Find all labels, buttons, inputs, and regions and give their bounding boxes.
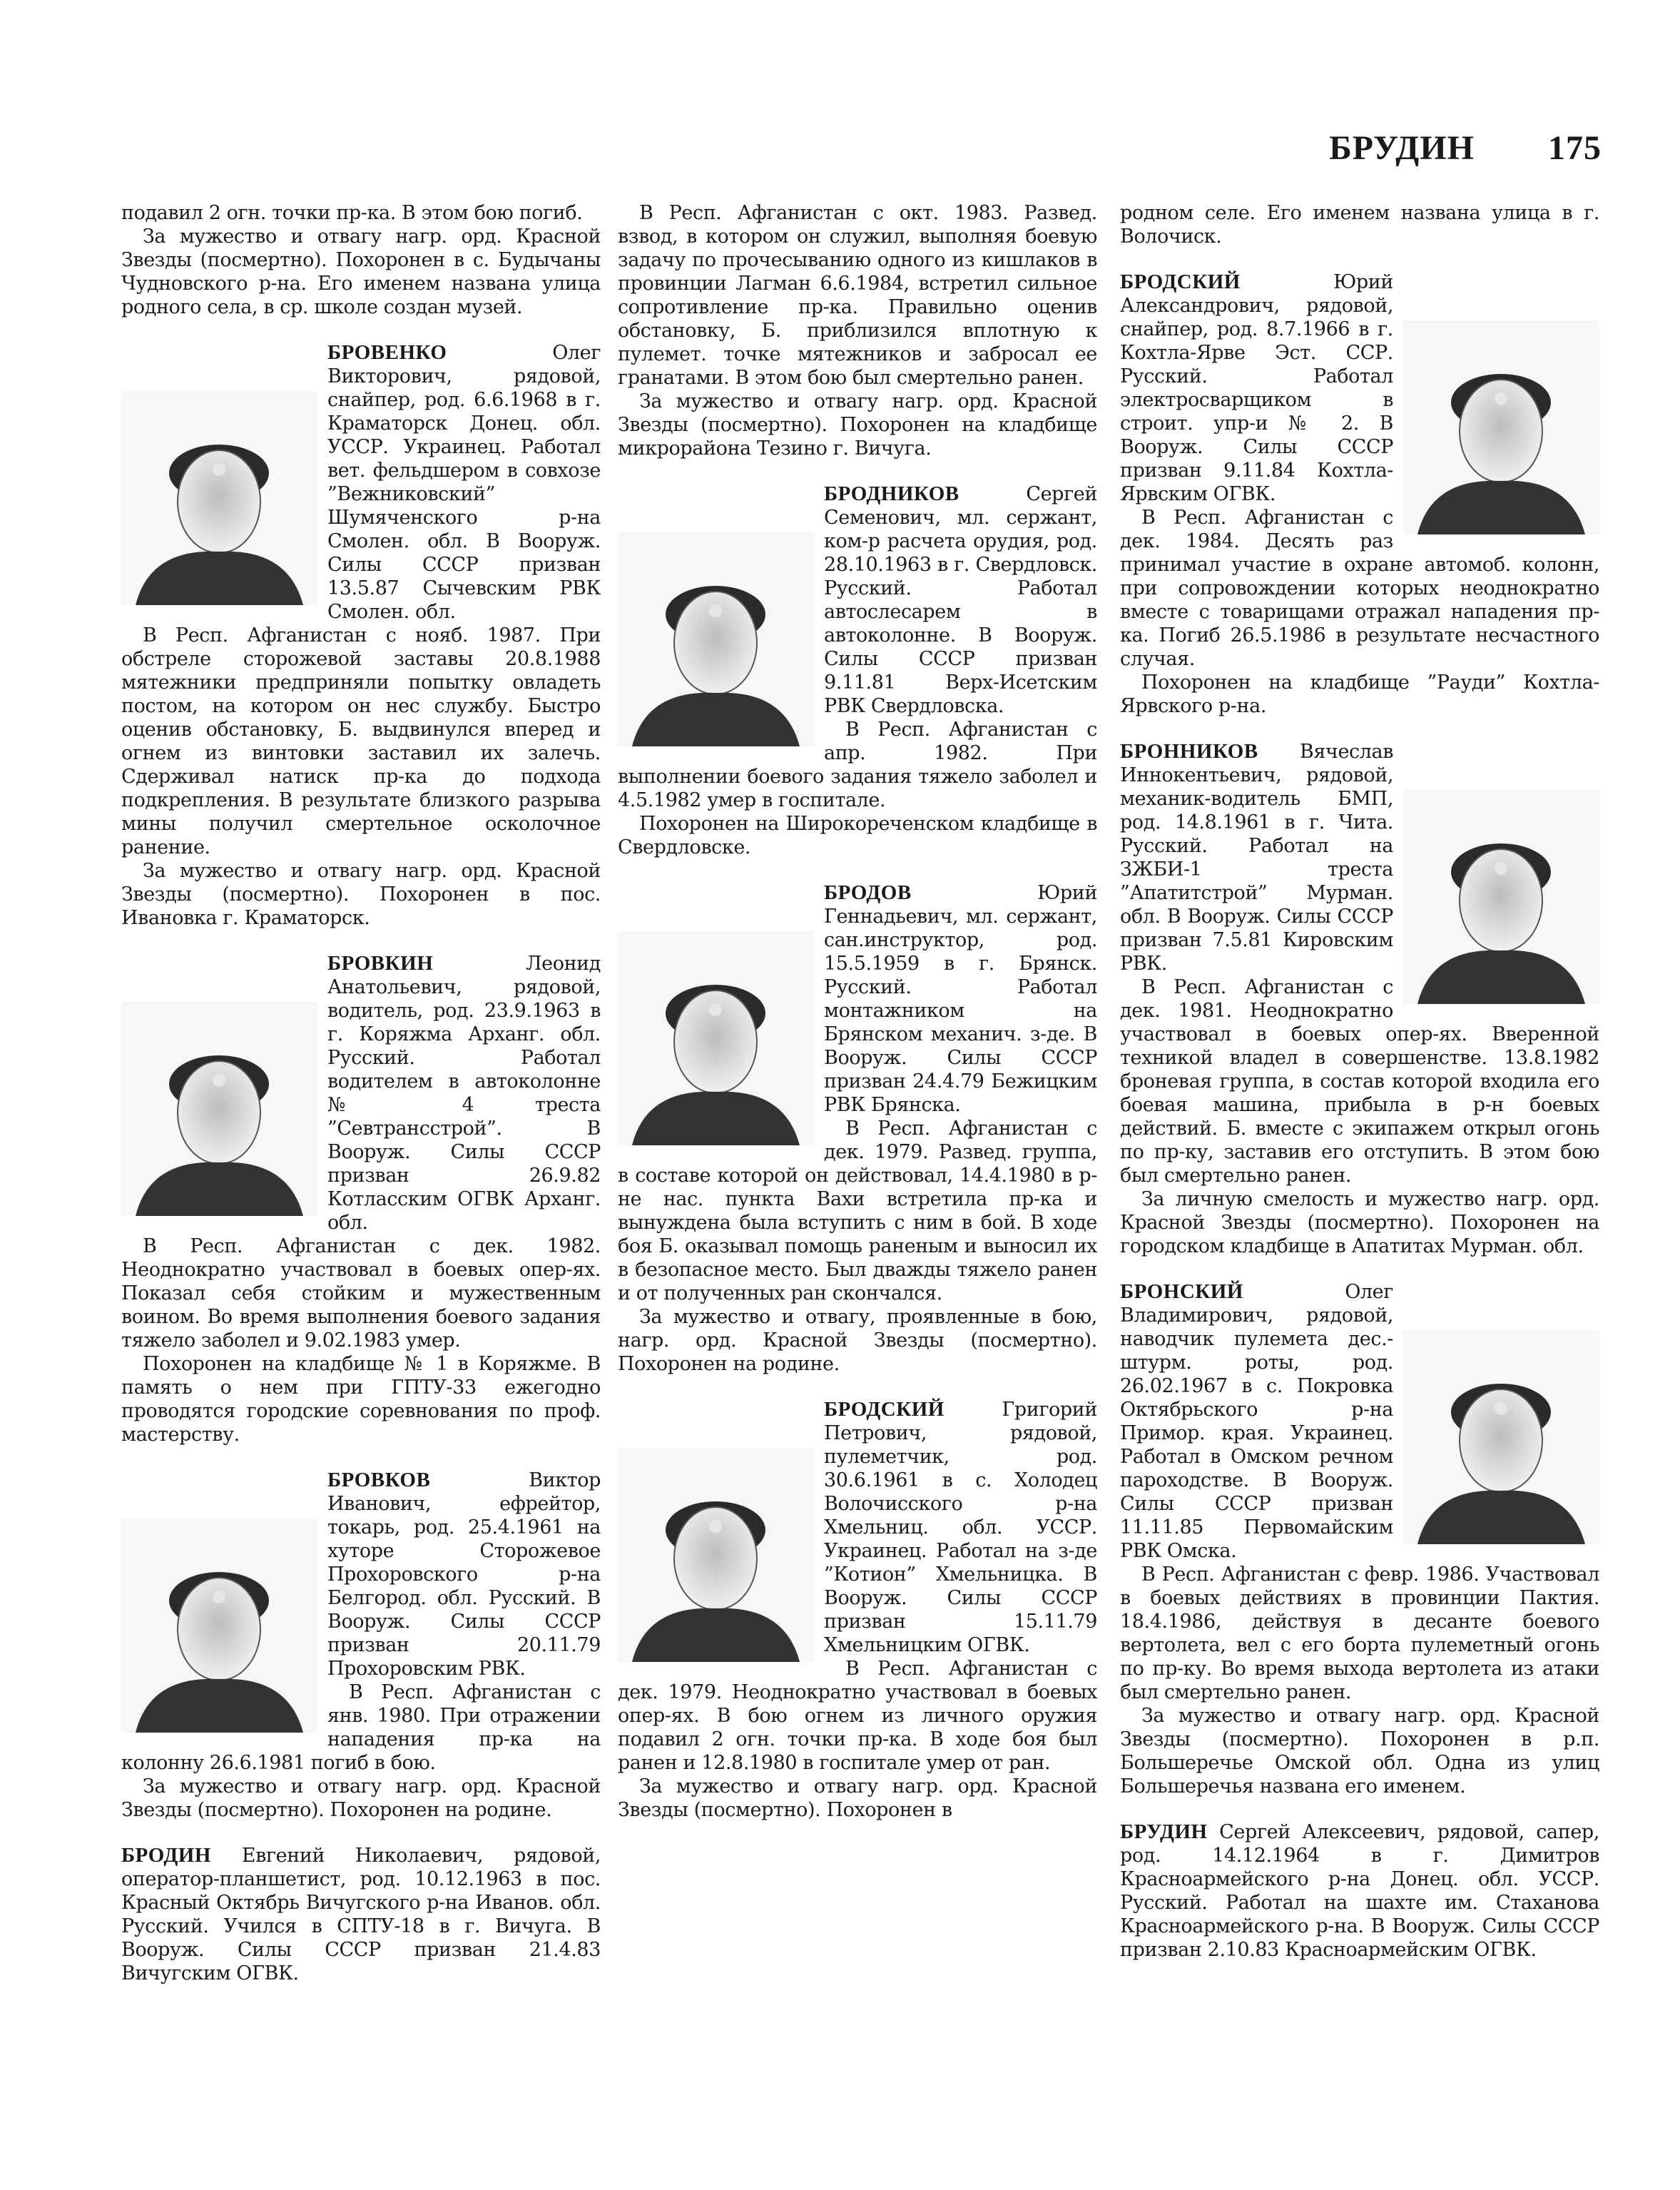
entry-lead-text: Григорий Петрович, рядовой, пулеметчик, род. 30.6.1961 в с. Холодец Волочисского р-на Хмельниц. обл. УССР. Украинец. Работал на з-де ”Котион” Хмельницка. В Вооруж. Силы СССР призван 15.11.79 Хмельницким ОГВК. — [824, 1399, 1097, 1656]
continuation-text — [121, 201, 601, 319]
portrait-photo — [121, 1002, 317, 1216]
entry-surname: БРОДОВ — [824, 881, 912, 904]
continuation-paragraph: В Респ. Афганистан с окт. 1983. Развед. взвод, в котором он служил, выполняя боевую задачу по прочесыванию одного из кишлаков в провинции Лагман 6.6.1984, встретил сильное сопротивление пр-ка. Правильно оценив обстановку, Б. приблизился вплотную к пулемет. точке мятежников и забросал ее гранатами. В этом бою был смертельно ранен. — [618, 202, 1097, 389]
entry-brodnikov — [618, 482, 1097, 859]
portrait-photo — [1403, 1330, 1599, 1544]
entry-surname: БРОДСКИЙ — [1120, 270, 1241, 293]
entry-paragraph: В Респ. Афганистан с янв. 1980. При отражении нападения пр-ка на колонну 26.6.1981 погиб в бою. — [121, 1681, 601, 1774]
entry-bronskiy — [1120, 1280, 1599, 1798]
entry-surname: БРОВЕНКО — [327, 341, 447, 364]
entry-brudin — [1120, 1820, 1599, 1962]
page-number: 175 — [1548, 129, 1602, 167]
entry-brodov — [618, 881, 1097, 1376]
entry-brodskiy-yuriy — [1120, 270, 1599, 718]
entry-bronnikov — [1120, 740, 1599, 1258]
continuation-text — [618, 201, 1097, 460]
portrait-photo — [618, 1448, 814, 1662]
entry-lead-text: Юрий Александрович, рядовой, снайпер, род. 8.7.1966 в г. Кохтла-Ярве Эст. ССР. Русский. Работал электросварщиком в строит. упр-и № 2. В Вооруж. Силы СССР призван 9.11.84 Кохтла-Ярвским ОГВК. — [1120, 271, 1393, 505]
entry-paragraph: За мужество и отвагу нагр. орд. Красной Звезды (посмертно). Похоронен в р.п. Большеречье Омской обл. Одна из улиц Большеречья названа его именем. — [1120, 1705, 1599, 1798]
entry-paragraph: В Респ. Афганистан с дек. 1979. Неоднократно участвовал в боевых опер-ях. В бою огнем из личного оружия подавил 2 огн. точки пр-ка. В ходе боя был ранен и 12.8.1980 в госпитале умер от ран. — [618, 1658, 1097, 1774]
continuation-paragraph: За мужество и отвагу нагр. орд. Красной Звезды (посмертно). Похоронен в с. Будычаны Чудновского р-на. Его именем названа улица родного села, в ср. школе создан музей. — [121, 225, 601, 318]
entry-lead-text: Виктор Иванович, ефрейтор, токарь, род. 25.4.1961 на хуторе Сторожевое Прохоровского р-на Белгород. обл. Русский. В Вооруж. Силы СССР призван 20.11.79 Прохоровским РВК. — [327, 1469, 601, 1680]
continuation-paragraph: подавил 2 огн. точки пр-ка. В этом бою погиб. — [121, 202, 583, 224]
entry-lead-text: Евгений Николаевич, рядовой, оператор-планшетист, род. 10.12.1963 в пос. Красный Октябрь Вичугского р-на Иванов. обл. Русский. Учился в СПТУ-18 в г. Вичуга. В Вооруж. Силы СССР призван 21.4.83 Вичугским ОГВК. — [121, 1845, 601, 1984]
entry-surname: БРУДИН — [1120, 1820, 1208, 1843]
portrait-photo — [618, 532, 814, 746]
entry-lead — [121, 1844, 601, 1985]
entry-paragraph: За мужество и отвагу нагр. орд. Красной Звезды (посмертно). Похоронен на родине. — [121, 1775, 601, 1821]
entry-paragraph: В Респ. Афганистан с дек. 1979. Развед. группа, в составе которой он действовал, 14.4.1980 в р-не нас. пункта Вахи встретила пр-ка и вынуждена была вступить с ним в бой. В ходе боя Б. оказывал помощь раненым и выносил их в безопасное место. Был дважды тяжело ранен и от полученных ран скончался. — [618, 1117, 1097, 1304]
entry-paragraph: В Респ. Афганистан с дек. 1982. Неоднократно участвовал в боевых опер-ях. Показал себя стойким и мужественным воином. Во время выполнения боевого задания тяжело заболел и 9.02.1983 умер. — [121, 1235, 601, 1352]
continuation-text — [1120, 201, 1599, 248]
entry-brodin — [121, 1844, 601, 1985]
entry-brovenko — [121, 341, 601, 930]
portrait-photo — [121, 1519, 317, 1733]
entry-paragraph: В Респ. Афганистан с дек. 1984. Десять раз принимал участие в охране автомоб. колонн, при сопровождении которых неоднократно вместе с товарищами отражал нападения пр-ка. Погиб 26.5.1986 в результате несчастного случая. — [1120, 507, 1599, 670]
running-head — [1329, 128, 1602, 168]
entry-paragraph: Похоронен на кладбище ”Рауди” Кохтла-Ярвского р-на. — [1120, 671, 1599, 717]
entry-lead-text: Леонид Анатольевич, рядовой, водитель, род. 23.9.1963 в г. Коряжма Арханг. обл. Русский. Работал водителем в автоколонне № 4 треста ”Севтрансстрой”. В Вооруж. Силы СССР призван 26.9.82 Котласским ОГВК Арханг. обл. — [327, 953, 601, 1234]
entry-paragraph: В Респ. Афганистан с февр. 1986. Участвовал в боевых действиях в провинции Пактия. 18.4.1986, действуя в десанте боевого вертолета, вел с его борта пулеметный огонь по пр-ку. Во время выхода вертолета из атаки был смертельно ранен. — [1120, 1563, 1599, 1703]
entry-lead-text: Юрий Геннадьевич, мл. сержант, сан.инструктор, род. 15.5.1959 в г. Брянск. Русский. Работал монтажником на Брянском механич. з-де. В Вооруж. Силы СССР призван 24.4.79 Бежицким РВК Брянска. — [824, 882, 1097, 1116]
entry-paragraph: Похоронен на кладбище № 1 в Коряжме. В память о нем при ГПТУ-33 ежегодно проводятся городские соревнования по проф. мастерству. — [121, 1353, 601, 1446]
entry-lead-text: Олег Викторович, рядовой, снайпер, род. 6.6.1968 в г. Краматорск Донец. обл. УССР. Украинец. Работал вет. фельдшером в совхозе ”Вежниковский” Шумячeнского р-на Смолен. обл. В Вооруж. Силы СССР призван 13.5.87 Сычевским РВК Смолен. обл. — [327, 342, 601, 623]
entry-surname: БРОНСКИЙ — [1120, 1280, 1243, 1303]
column-3 — [1120, 201, 1599, 1984]
entry-lead-text: Вячеслав Иннокентьевич, рядовой, механик-водитель БМП, род. 14.8.1961 в г. Чита. Русский. Работал на ЗЖБИ-1 треста ”Апатитстрой” Мурман. обл. В Вооруж. Силы СССР призван 7.5.81 Кировским РВК. — [1120, 741, 1393, 975]
entry-surname: БРОННИКОВ — [1120, 740, 1258, 763]
entry-brovkin — [121, 952, 601, 1446]
entry-paragraph: В Респ. Афганистан с апр. 1982. При выполнении боевого задания тяжело заболел и 4.5.1982 умер в госпитале. — [618, 719, 1097, 811]
entry-surname: БРОВКОВ — [327, 1469, 431, 1491]
entry-paragraph: В Респ. Афганистан с нояб. 1987. При обстреле сторожевой заставы 20.8.1988 мятежники предприняли попытку овладеть постом, на котором он нес службу. Быстро оценив обстановку, Б. выдвинулся вперед и огнем из винтовки заставил их залечь. Сдерживал натиск пр-ка до подхода подкрепления. В результате близкого разрыва мины получил смертельное осколочное ранение. — [121, 624, 601, 858]
column-1 — [121, 201, 601, 2007]
entry-surname: БРОДНИКОВ — [824, 482, 959, 505]
entry-brovkov — [121, 1469, 601, 1822]
entry-lead-text: Сергей Алексеевич, рядовой, сапер, род. 14.12.1964 в г. Димитров Красноармейского р-на Донец. обл. УССР. Русский. Работал на шахте им. Стаханова Красноармейского р-на. В Вооруж. Силы СССР призван 2.10.83 Красноармейским ОГВК. — [1120, 1821, 1599, 1961]
continuation-paragraph: За мужество и отвагу нагр. орд. Красной Звезды (посмертно). Похоронен на кладбище микрорайона Тезино г. Вичуга. — [618, 390, 1097, 460]
portrait-photo — [1403, 790, 1599, 1004]
entry-brodskiy-grigoriy — [618, 1398, 1097, 1822]
entry-surname: БРОВКИН — [327, 952, 434, 975]
entry-paragraph: Похоронен на Широкореченском кладбище в Свердловске. — [618, 813, 1097, 858]
entry-lead-text: Олег Владимирович, рядовой, наводчик пулемета дес.-штурм. роты, род. 26.02.1967 в с. Покровка Октябрьского р-на Примор. края. Украинец. Работал в Омском речном пароходстве. В Вооруж. Силы СССР призван 11.11.85 Первомайским РВК Омска. — [1120, 1281, 1393, 1562]
running-headword: БРУДИН — [1329, 129, 1475, 167]
entry-lead — [1120, 1820, 1599, 1962]
entry-paragraph: За мужество и отвагу, проявленные в бою, нагр. орд. Красной Звезды (посмертно). Похоронен на родине. — [618, 1306, 1097, 1375]
entry-lead-text: Сергей Семенович, мл. сержант, ком-р расчета орудия, род. 28.10.1963 в г. Свердловск. Русский. Работал автослесарем в автоколонне. В Вооруж. Силы СССР призван 9.11.81 Верх-Исетским РВК Свердловска. — [824, 483, 1097, 717]
entry-paragraph: За мужество и отвагу нагр. орд. Красной Звезды (посмертно). Похоронен в пос. Ивановка г. Краматорск. — [121, 860, 601, 929]
entry-surname: БРОДИН — [121, 1844, 211, 1867]
column-2 — [618, 201, 1097, 1844]
portrait-photo — [618, 931, 814, 1145]
continuation-paragraph: родном селе. Его именем названа улица в г. Волочиск. — [1120, 202, 1599, 248]
entry-paragraph: За мужество и отвагу нагр. орд. Красной Звезды (посмертно). Похоронен в — [618, 1775, 1097, 1821]
portrait-photo — [1403, 320, 1599, 534]
entry-surname: БРОДСКИЙ — [824, 1398, 945, 1421]
portrait-photo — [121, 391, 317, 605]
entry-paragraph: В Респ. Афганистан с дек. 1981. Неоднократно участвовал в боевых опер-ях. Вверенной техникой владел в совершенстве. 13.8.1982 броневая группа, в состав которой входила его боевая машина, прибыла в р-н боевых действий. Б. вместе с экипажем открыл огонь по пр-ку, заставив его отступить. В этом бою был смертельно ранен. — [1120, 976, 1599, 1187]
entry-paragraph: За личную смелость и мужество нагр. орд. Красной Звезды (посмертно). Похоронен на городском кладбище в Апатитах Мурман. обл. — [1120, 1188, 1599, 1257]
